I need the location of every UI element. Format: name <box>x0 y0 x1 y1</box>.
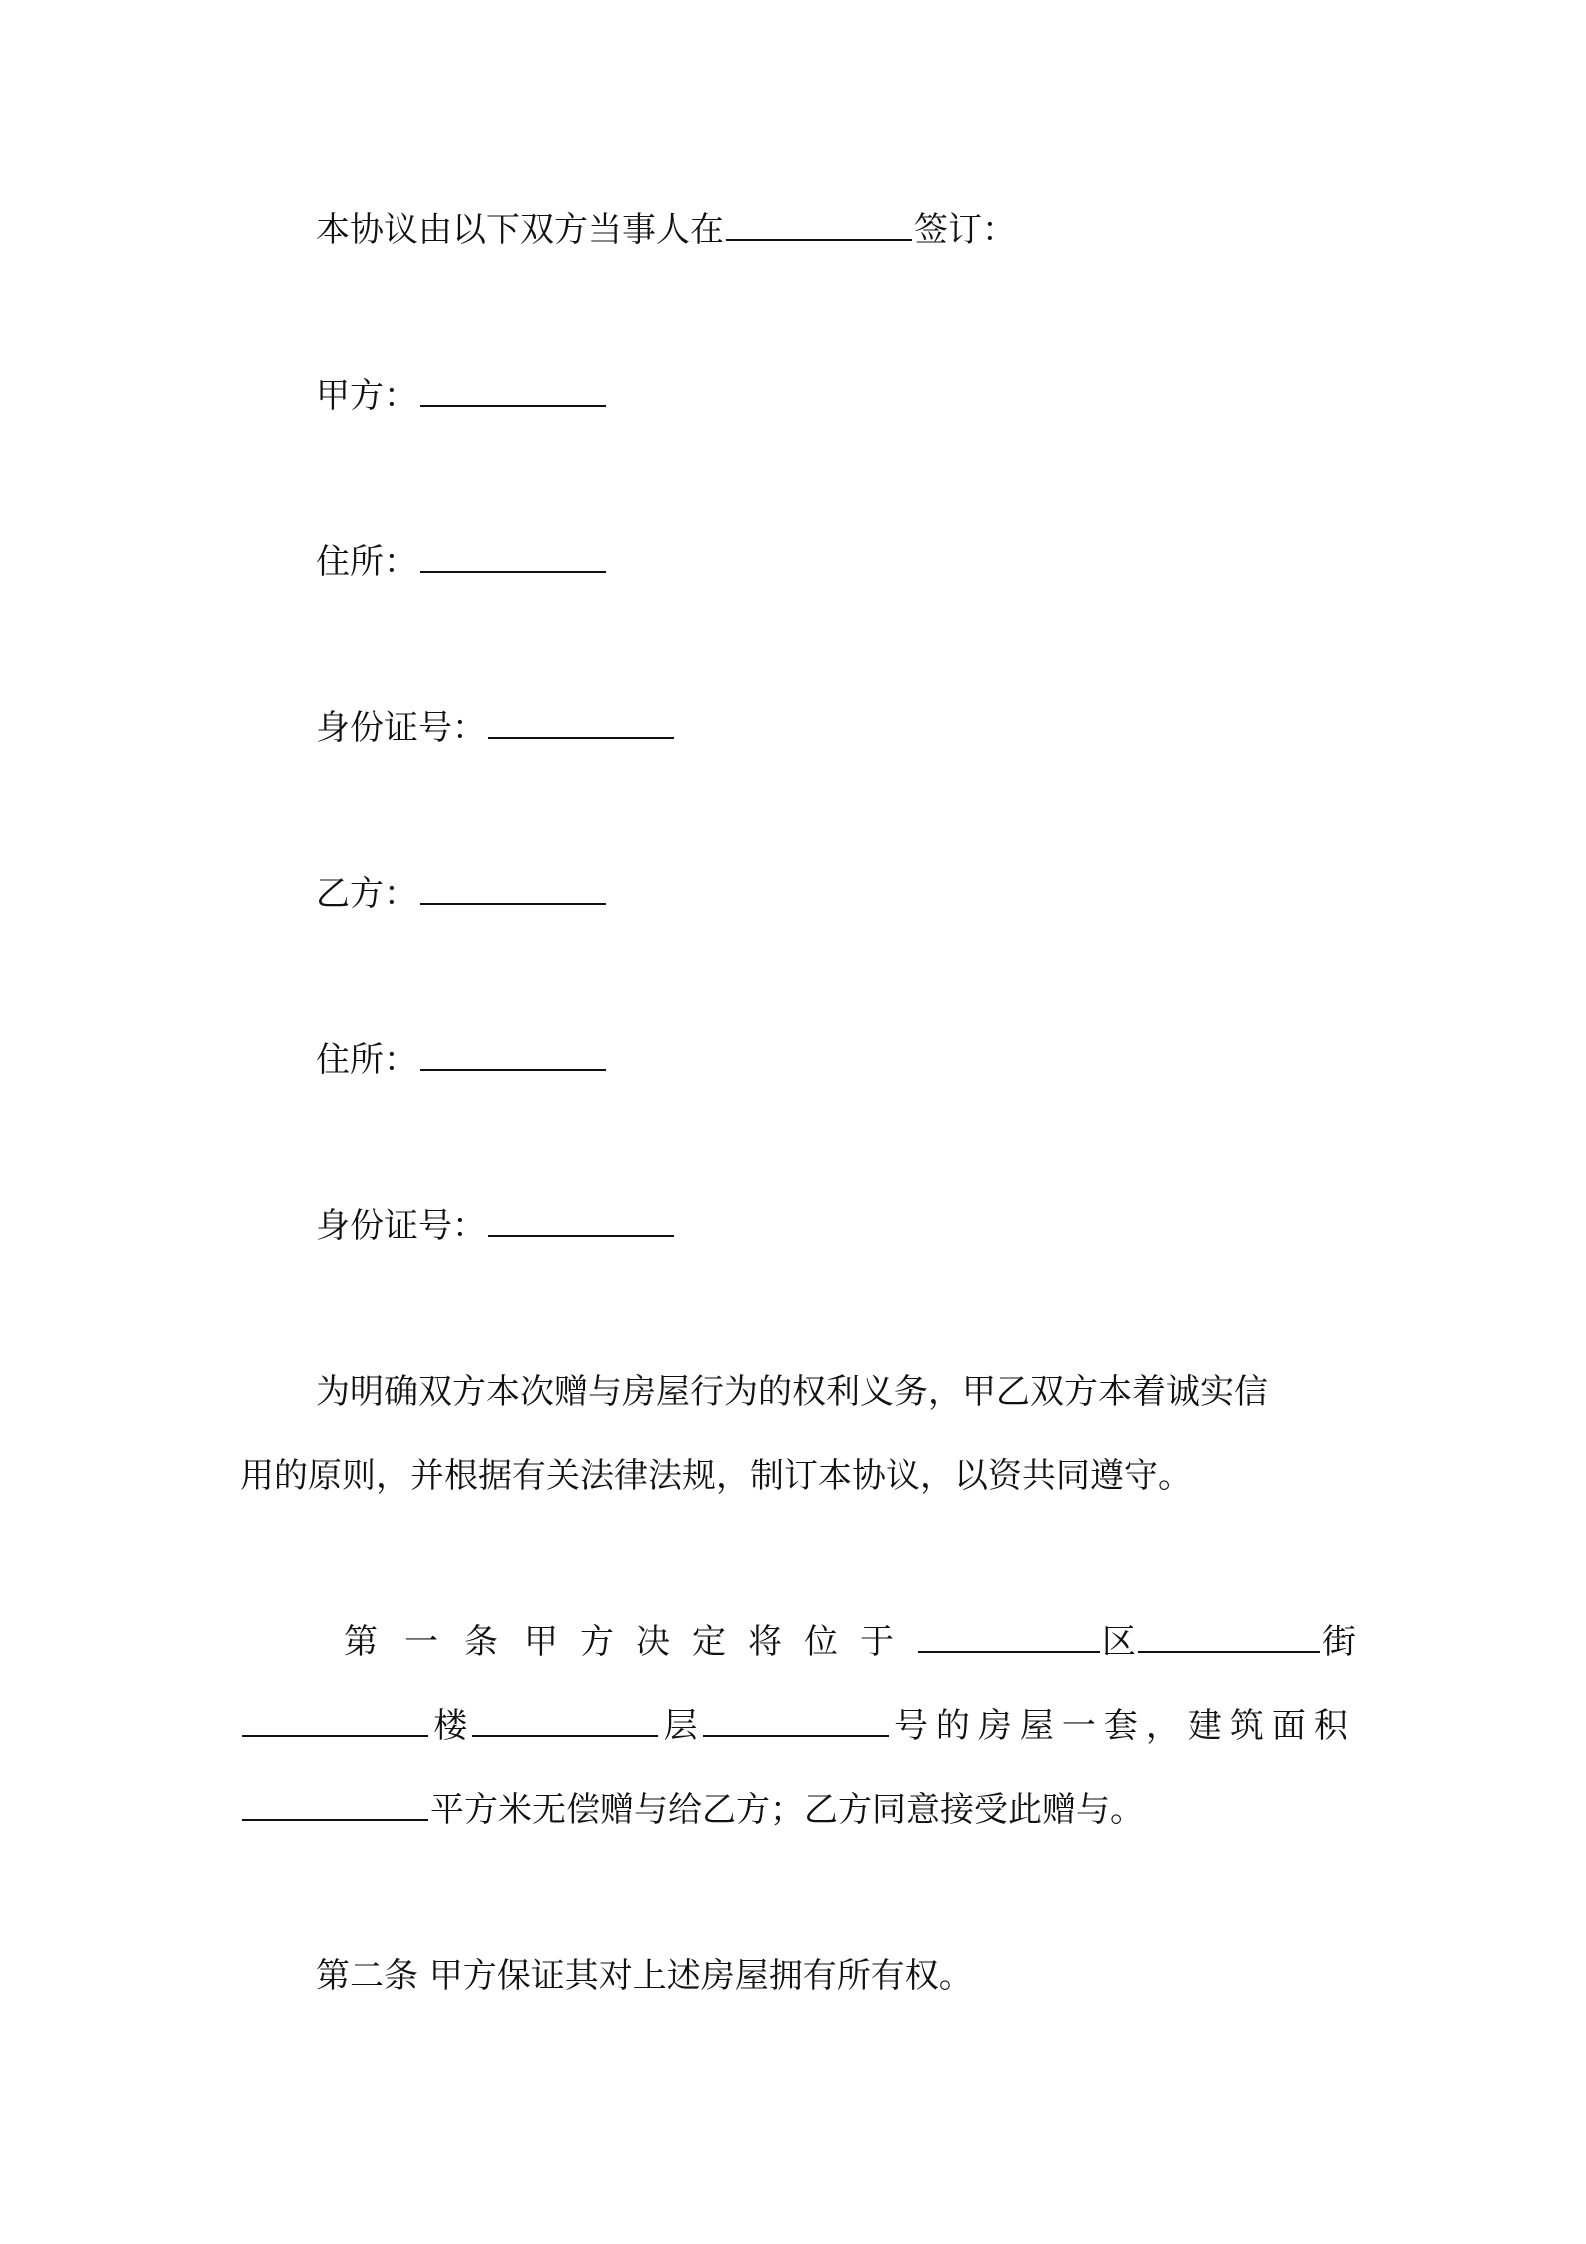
party-a-address-label: 住所： <box>316 542 418 582</box>
party-b-id-line <box>240 1204 1356 1248</box>
intro-text-before: 本协议由以下双方当事人在 <box>316 210 724 250</box>
party-b-label: 乙方： <box>316 874 418 914</box>
party-b-name-blank <box>420 873 606 905</box>
article-1-text: 甲方决定将位于 <box>524 1622 916 1662</box>
street-blank <box>1138 1621 1320 1653</box>
party-a-name-line <box>240 374 1356 418</box>
purpose-line-1: 为明确双方本次赠与房屋行为的权利义务，甲乙双方本着诚实信 <box>316 1372 1268 1412</box>
party-a-name-blank <box>420 375 606 407</box>
party-b-address-line <box>240 1038 1356 1082</box>
building-blank <box>242 1705 428 1737</box>
number-text: 号的房屋一套，建筑面积 <box>893 1706 1356 1746</box>
party-a-address-line <box>240 540 1356 584</box>
article-1-line-3 <box>240 1788 1356 1832</box>
party-a-address-blank <box>420 541 606 573</box>
floor-label: 层 <box>663 1706 698 1746</box>
intro-line <box>240 208 1356 252</box>
article-2-line <box>240 1954 1356 1998</box>
party-b-address-label: 住所： <box>316 1040 418 1080</box>
area-blank <box>242 1789 428 1821</box>
floor-blank <box>472 1705 658 1737</box>
street-label: 街 <box>1322 1622 1356 1662</box>
party-b-id-blank <box>488 1205 674 1237</box>
district-blank <box>918 1621 1100 1653</box>
article-1-heading: 第一条 <box>344 1622 524 1662</box>
party-b-name-line <box>240 872 1356 916</box>
intro-text-after: 签订： <box>914 210 1016 250</box>
party-a-id-blank <box>488 707 674 739</box>
party-a-label: 甲方： <box>316 376 418 416</box>
area-text: 平方米无偿赠与给乙方；乙方同意接受此赠与。 <box>430 1790 1144 1830</box>
article-2-text: 甲方保证其对上述房屋拥有所有权。 <box>428 1956 973 1996</box>
party-a-id-label: 身份证号： <box>316 708 486 748</box>
purpose-line-2: 用的原则，并根据有关法律法规，制订本协议，以资共同遵守。 <box>240 1456 1192 1496</box>
article-1-line-2 <box>240 1704 1356 1748</box>
party-a-id-line <box>240 706 1356 750</box>
article-1-line-1 <box>240 1620 1356 1664</box>
party-b-address-blank <box>420 1039 606 1071</box>
building-label: 楼 <box>433 1706 468 1746</box>
district-label: 区 <box>1102 1622 1136 1662</box>
room-number-blank <box>703 1705 889 1737</box>
party-b-id-label: 身份证号： <box>316 1206 486 1246</box>
signing-place-blank <box>726 209 912 241</box>
article-2-heading: 第二条 <box>316 1956 418 1996</box>
